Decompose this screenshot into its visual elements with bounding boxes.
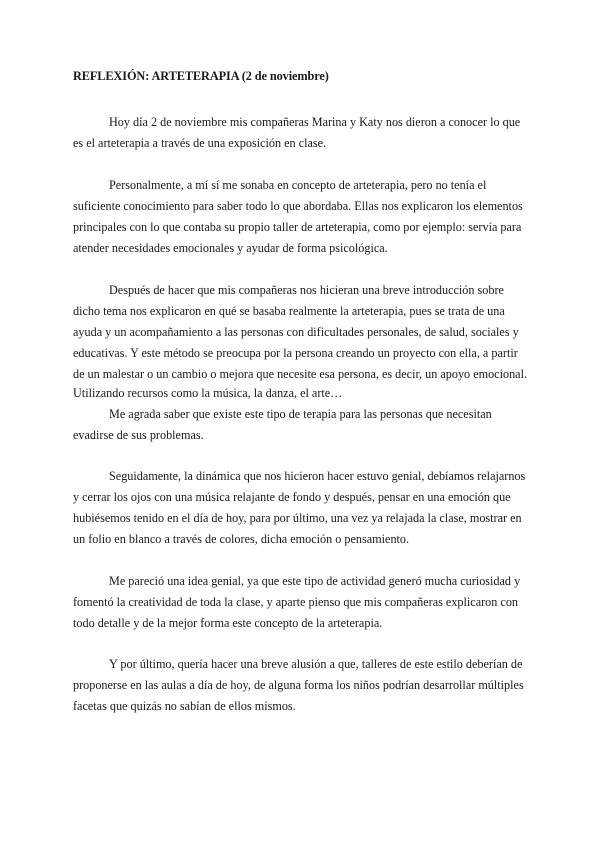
paragraph-line: Me pareció una idea genial, ya que este tipo de actividad generó mucha curiosidad y <box>109 574 521 588</box>
paragraph-line: ayuda y un acompañamiento a las personas con dificultades personales, de salud, sociales y <box>73 325 519 339</box>
paragraph-line: Personalmente, a mí sí me sonaba en concepto de arteterapia, pero no tenía el <box>109 178 487 192</box>
paragraph-line: todo detalle y de la mejor forma este concepto de la arteterapia. <box>73 616 383 630</box>
paragraph-line: facetas que quizás no sabían de ellos mismos. <box>73 699 296 713</box>
document-title: REFLEXIÓN: ARTETERAPIA (2 de noviembre) <box>73 69 329 83</box>
paragraph-line: fomentó la creatividad de toda la clase, y aparte pienso que mis compañeras explicaron con <box>73 595 519 609</box>
paragraph-line: Y por último, quería hacer una breve alusión a que, talleres de este estilo deberían de <box>109 657 523 671</box>
paragraph-line: proponerse en las aulas a día de hoy, de alguna forma los niños podrían desarrollar múltiples <box>73 678 524 692</box>
paragraph-line: atender necesidades emocionales y ayudar de forma psicológica. <box>73 241 388 255</box>
paragraph-line: dicho tema nos explicaron en qué se basaba realmente la arteterapia, pues se trata de una <box>73 304 505 318</box>
paragraph-line: evadirse de sus problemas. <box>73 428 204 442</box>
paragraph-line: un folio en blanco a través de colores, dicha emoción o pensamiento. <box>73 532 410 546</box>
paragraph-line: Hoy día 2 de noviembre mis compañeras Marina y Katy nos dieron a conocer lo que <box>109 115 521 129</box>
paragraph-line: principales con lo que contaba su propio taller de arteterapia, como por ejemplo: servía para <box>73 220 522 234</box>
paragraph-line: de un malestar o un cambio o mejora que necesite esa persona, es decir, un apoyo emocional. <box>73 367 528 381</box>
paragraph-line: Después de hacer que mis compañeras nos hicieran una breve introducción sobre <box>109 283 504 297</box>
paragraph-line: Utilizando recursos como la música, la danza, el arte… <box>73 386 343 400</box>
paragraph-line: suficiente conocimiento para saber todo lo que abordaba. Ellas nos explicaron los elementos <box>73 199 523 213</box>
paragraph-line: y cerrar los ojos con una música relajante de fondo y después, pensar en una emoción que <box>73 490 511 504</box>
paragraph-line: educativas. Y este método se preocupa por la persona creando un proyecto con ella, a partir <box>73 346 518 360</box>
paragraph-line: hubiésemos tenido en el día de hoy, para por último, una vez ya relajada la clase, mostrar en <box>73 511 522 525</box>
paragraph-line: es el arteterapia a través de una exposición en clase. <box>73 136 327 150</box>
paragraph-line: Seguidamente, la dinámica que nos hicieron hacer estuvo genial, debíamos relajarnos <box>109 469 526 483</box>
paragraph-line: Me agrada saber que existe este tipo de terapia para las personas que necesitan <box>109 407 492 421</box>
